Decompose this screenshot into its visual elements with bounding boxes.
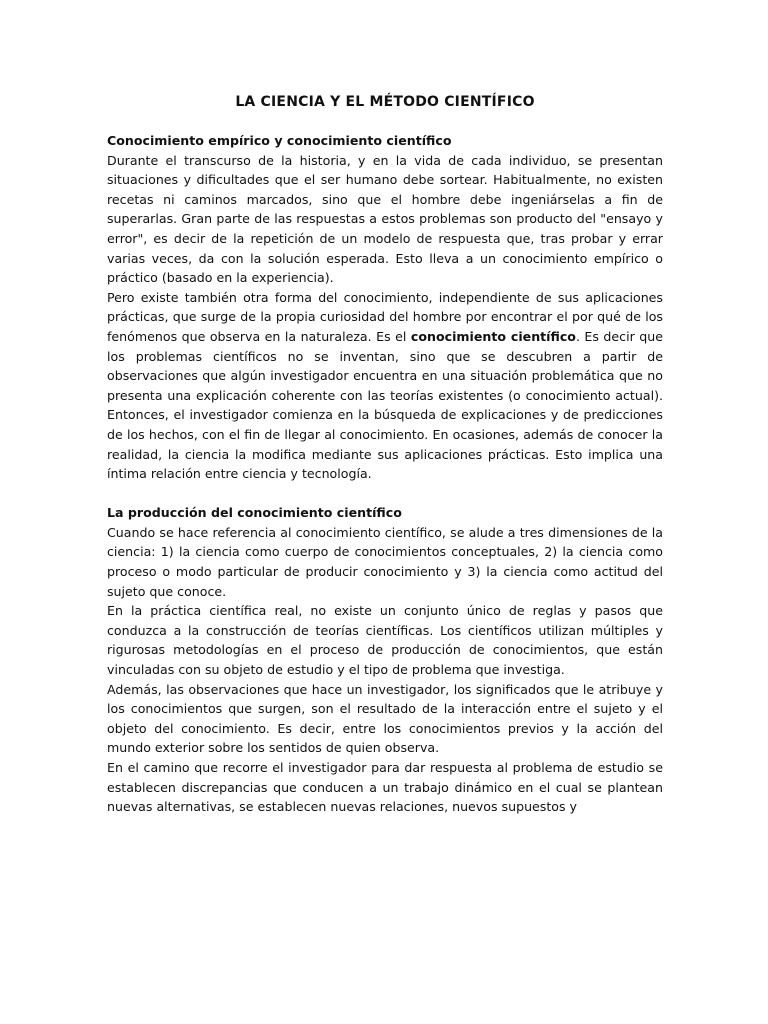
bold-term: conocimiento científico [410, 328, 576, 344]
paragraph: En el camino que recorre el investigador para dar respuesta al problema de estudio se establecen discrepancias que conducen a un trabajo dinámico en el cual se plantean nuevas alternativas, se establecen nuevas relaciones, nuevos supuestos y [107, 760, 663, 815]
paragraph-text: Pero existe también otra forma del conocimiento, independiente de sus aplicaciones prácticas, que surge de la propia curiosidad del hombre por encontrar el por qué de los fenómenos que observa en la naturaleza. Es el [107, 289, 663, 344]
paragraph: Cuando se hace referencia al conocimiento científico, se alude a tres dimensiones de la ciencia: 1) la ciencia como cuerpo de conocimientos conceptuales, 2) la ciencia como proceso o modo particular de producir conocimiento y 3) la ciencia como actitud del sujeto que conoce. [107, 524, 663, 599]
paragraph: En la práctica científica real, no existe un conjunto único de reglas y pasos que conduzca a la construcción de teorías científicas. Los científicos utilizan múltiples y rigurosas metodologías en el proceso de producción de conocimientos, que están vinculadas con su objeto de estudio y el tipo de problema que investiga. [107, 603, 663, 678]
paragraph: Durante el transcurso de la historia, y en la vida de cada individuo, se presentan situaciones y dificultades que el ser humano debe sortear. Habitualmente, no existen recetas ni caminos marcados, sino que el hombre debe ingeniárselas a fin de superarlas. Gran parte de las respuestas a estos problemas son producto del "ensayo y error", es decir de la repetición de un modelo de respuesta que, tras probar y errar varias veces, da con la solución esperada. Esto lleva a un conocimiento empírico o práctico (basado en la experiencia). [107, 152, 663, 286]
document-page [107, 92, 663, 817]
section-heading-empirico: Conocimiento empírico y conocimiento científico [107, 133, 452, 148]
paragraph [107, 288, 663, 484]
paragraph: Además, las observaciones que hace un investigador, los significados que le atribuye y los conocimientos que surgen, son el resultado de la interacción entre el sujeto y el objeto del conocimiento. Es decir, entre los conocimientos previos y la acción del mundo exterior sobre los sentidos de quien observa. [107, 681, 663, 756]
section-spacer [107, 484, 663, 504]
document-title: LA CIENCIA Y EL MÉTODO CIENTÍFICO [235, 94, 535, 110]
paragraph-text: . Es decir que los problemas científicos no se inventan, sino que se descubren a partir de observaciones que algún investigador encuentra en una situación problemática que no presenta una explicación coherente con las teorías existentes (o conocimiento actual). Entonces, el investigador comienza en la búsqueda de explicaciones y de predicciones de los hechos, con el fin de llegar al conocimiento. En ocasiones, además de conocer la realidad, la ciencia la modifica mediante sus aplicaciones prácticas. Esto implica una íntima relación entre ciencia y tecnología. [107, 328, 663, 482]
section-heading-produccion: La producción del conocimiento científico [107, 505, 402, 521]
